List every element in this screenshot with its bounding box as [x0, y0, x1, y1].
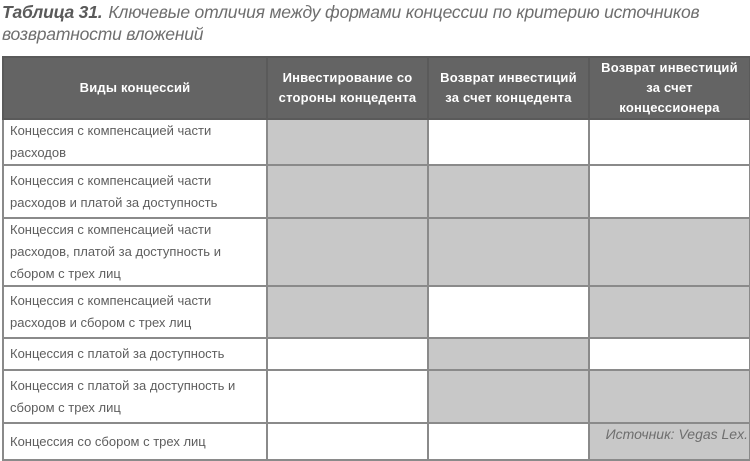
marked-cell: [428, 165, 589, 218]
marked-cell: [267, 286, 428, 338]
concession-type-label: Концессия со сбором с трех лиц: [3, 423, 267, 460]
empty-cell: [428, 119, 589, 165]
source-note: Источник: Vegas Lex.: [605, 426, 748, 442]
table-number: Таблица 31.: [2, 2, 103, 22]
concession-type-label: Концессия с компенсацией части расходов и платой за доступность: [3, 165, 267, 218]
table-row: [3, 119, 750, 165]
table-row: [3, 338, 750, 370]
concession-type-label: Концессия с компенсацией части расходов, платой за доступность и сбором с трех лиц: [3, 218, 267, 286]
table-row: [3, 286, 750, 338]
concession-type-label: Концессия с платой за доступность: [3, 338, 267, 370]
marked-cell: [428, 338, 589, 370]
table-row: [3, 218, 750, 286]
empty-cell: [267, 338, 428, 370]
empty-cell: [589, 165, 750, 218]
table-caption: [2, 1, 750, 45]
table-row: [3, 370, 750, 423]
concession-type-label: Концессия с компенсацией части расходов: [3, 119, 267, 165]
empty-cell: [589, 338, 750, 370]
concession-type-label: Концессия с платой за доступность и сбором с трех лиц: [3, 370, 267, 423]
marked-cell: [589, 218, 750, 286]
concession-comparison-table: [2, 56, 750, 461]
empty-cell: [428, 286, 589, 338]
empty-cell: [428, 423, 589, 460]
concession-type-label: Концессия с компенсацией части расходов и сбором с трех лиц: [3, 286, 267, 338]
header-return-by-grantor: Возврат инвестиций за счет концедента: [428, 57, 589, 119]
marked-cell: [267, 218, 428, 286]
table-header-row: [3, 57, 750, 119]
header-concession-types: Виды концессий: [3, 57, 267, 119]
marked-cell: [589, 370, 750, 423]
marked-cell: [428, 370, 589, 423]
table-title: Ключевые отличия между формами концессии по критерию источников возвратности вложений: [2, 2, 700, 44]
header-return-by-concessionaire: Возврат инвестиций за счет концессионера: [589, 57, 750, 119]
empty-cell: [267, 370, 428, 423]
marked-cell: [267, 165, 428, 218]
table-row: [3, 165, 750, 218]
header-grantor-investment: Инвестирование со стороны концедента: [267, 57, 428, 119]
marked-cell: [267, 119, 428, 165]
empty-cell: [267, 423, 428, 460]
marked-cell: [428, 218, 589, 286]
marked-cell: [589, 286, 750, 338]
empty-cell: [589, 119, 750, 165]
